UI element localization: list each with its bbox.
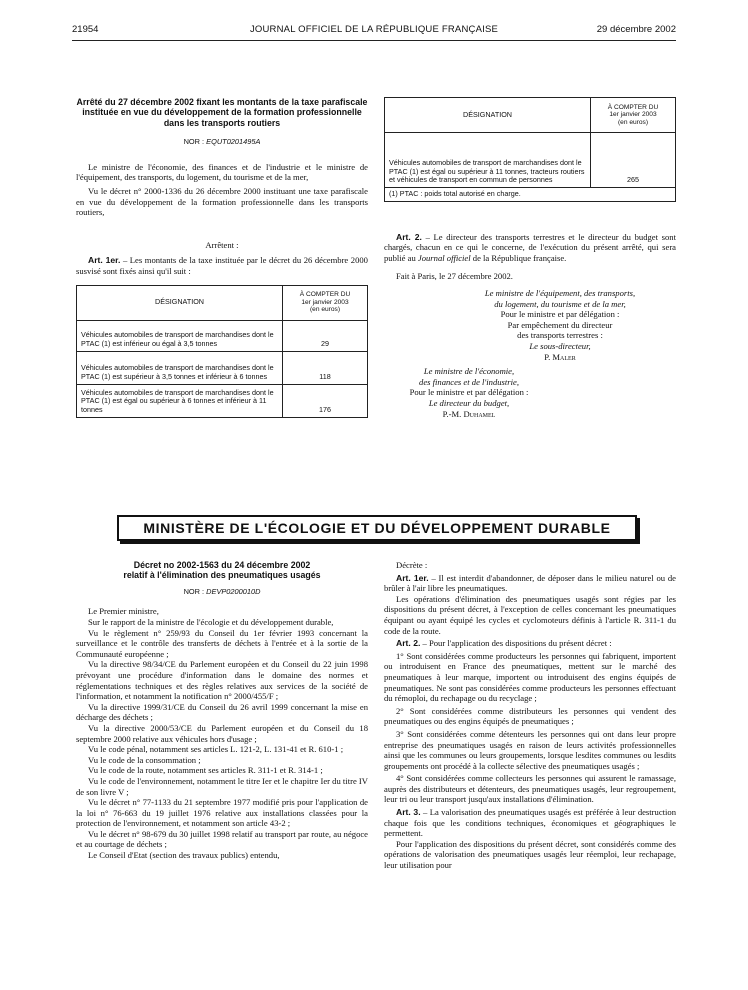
decret-article-1-p2: Les opérations d'élimination des pneumatiques usagés sont régies par les dispositions du présent décret, à l'exception de celles concernant les pneumatiques équipant ou ayant équipé les cycles et cyclomoteurs définis à l'article R. 311-1 du code de la route. xyxy=(384,593,676,636)
arrete-preamble: Le ministre de l'économie, des finances et de l'industrie et le ministre de l'équipement, des transports, du logement, du tourisme et de la mer, xyxy=(76,161,368,183)
decret-decrete: Décrète : xyxy=(396,560,428,570)
journal-title: JOURNAL OFFICIEL DE LA RÉPUBLIQUE FRANÇAISE xyxy=(249,24,499,35)
table-row: Véhicules automobiles de transport de marchandises dont le PTAC (1) est égal ou supérieur à 11 tonnes, tracteurs routiers et véhicules de transport en commun de personnes 265 xyxy=(385,133,676,188)
arrete-right-column xyxy=(384,97,676,419)
decret-visas xyxy=(76,606,368,860)
decret-visa-paragraph: Vu le code de la route, notamment ses articles R. 311-1 et R. 314-1 ; xyxy=(88,765,323,776)
decret-visa-paragraph: Vu la directive 1999/31/CE du Conseil du 26 avril 1999 concernant la mise en décharge des déchets ; xyxy=(76,701,368,723)
table2-col-designation: DÉSIGNATION xyxy=(385,98,591,133)
decret-article-2: Art. 2. – Pour l'application des dispositions du présent décret : xyxy=(396,638,612,649)
page-header xyxy=(72,24,676,38)
decret-nor: NOR : DEVP0200010D xyxy=(183,586,261,596)
decret-article-3: Art. 3. – La valorisation des pneumatiques usagés est préférée à leur destruction chaque fois que les conditions techniques, économiques et géographiques le permettent. xyxy=(384,807,676,839)
decret-article-2-item: 2° Sont considérées comme distributeurs les personnes qui vendent des pneumatiques ou des engins équipés de pneumatiques ; xyxy=(384,705,676,727)
arrete-article-2: Art. 2. – Le directeur des transports terrestres et le directeur du budget sont chargés, chacun en ce qui le concerne, de l'exécution du présent arrêté, qui sera publié au Journal officiel de la République française. xyxy=(384,231,676,263)
decret-article-3-p2: Pour l'application des dispositions du présent décret, sont considérés comme des opérations de valorisation des pneumatiques usagés leur réemploi, leur rechapage, leur utilisation pour xyxy=(384,838,676,871)
decret-left-column xyxy=(76,560,368,861)
table2-col-date: À COMPTER DU 1er janvier 2003 (en euros) xyxy=(591,98,676,133)
decret-visa-paragraph: Vu la directive 98/34/CE du Parlement européen et du Conseil du 22 juin 1998 prévoyant une procédure d'information dans le domaine des normes et réglementations techniques et des règles relatives aux services de la société de l'information, et notamment la notification n° 2000/455/F ; xyxy=(76,659,368,702)
table-row: Véhicules automobiles de transport de marchandises dont le PTAC (1) est supérieur à 3,5 tonnes et inférieur à 6 tonnes 118 xyxy=(77,351,368,384)
arrete-article-1: Art. 1er. – Les montants de la taxe instituée par le décret du 26 décembre 2000 susvisé sont fixés ainsi qu'il suit : xyxy=(76,255,368,276)
decret-visa-paragraph: Vu le code pénal, notamment ses articles L. 121-2, L. 131-41 et R. 610-1 ; xyxy=(88,744,344,755)
decret-visa-paragraph: Vu la directive 2000/53/CE du Parlement européen et du Conseil du 18 septembre 2000 relative aux véhicules hors d'usage ; xyxy=(76,722,368,744)
arrete-vu: Vu le décret n° 2000-1336 du 26 décembre 2000 instituant une taxe parafiscale en vue du développement de la formation professionnelle dans les transports routiers, xyxy=(76,186,368,218)
arrete-arretent: Arrêtent : xyxy=(205,239,239,250)
table-row: Véhicules automobiles de transport de marchandises dont le PTAC (1) est inférieur ou égal à 3,5 tonnes 29 xyxy=(77,320,368,351)
decret-article-2-item: 3° Sont considérées comme détenteurs les personnes qui ont dans leur propre entreprise des pneumatiques usagés en raison de leurs activités professionnelles ainsi que les communes ou leurs groupements, lorsque lesdites communes ou lesdits groupements ont procédé à la collecte sélective des pneumatiques usagés ; xyxy=(384,728,676,771)
decret-visa-paragraph: Vu le règlement n° 259/93 du Conseil du 1er février 1993 concernant la surveillance et le contrôle des transferts de déchets à l'entrée et à la sortie de la Communauté européenne ; xyxy=(76,627,368,659)
arrete-fait: Fait à Paris, le 27 décembre 2002. xyxy=(396,271,513,282)
header-rule xyxy=(72,40,676,41)
decret-visa-paragraph: Vu le décret n° 98-679 du 30 juillet 1998 relatif au transport par route, au négoce et au courtage de déchets ; xyxy=(76,828,368,850)
tax-table-1 xyxy=(76,285,368,418)
decret-article-2-item: 4° Sont considérées comme collecteurs les personnes qui assurent le ramassage, auprès des distributeurs et détenteurs, des pneumatiques usagés, leur regroupement, leur tri ou leur transport jusqu'aux installations d'élimination. xyxy=(384,773,676,805)
decret-visa-paragraph: Vu le code de la consommation ; xyxy=(88,754,201,765)
decret-visa-paragraph: Sur le rapport de la ministre de l'écologie et du développement durable, xyxy=(88,617,334,627)
table-row: Véhicules automobiles de transport de marchandises dont le PTAC (1) est égal ou supérieur à 6 tonnes et inférieur à 11 tonnes 176 xyxy=(77,384,368,417)
page-number: 21954 xyxy=(72,24,99,35)
decret-title-line2: relatif à l'élimination des pneumatiques usagés xyxy=(123,570,321,581)
arrete-nor-code: EQUT0201495A xyxy=(206,137,261,147)
decret-visa-paragraph: Le Conseil d'Etat (section des travaux publics) entendu, xyxy=(88,850,280,861)
decret-article-2-items xyxy=(384,651,676,805)
decret-visa-paragraph: Vu le code de l'environnement, notamment le titre Ier et le chapitre Ier du titre IV de son livre V ; xyxy=(76,775,368,797)
issue-date: 29 décembre 2002 xyxy=(596,24,676,35)
signature-equipement: Le ministre de l'équipement, des transports, du logement, du tourisme et de la mer, Pour le ministre et par délégation : Par empêchement du directeur des transports terrestres : Le sous-directeur, P. Maler xyxy=(484,287,636,362)
decret-title-line1: Décret no 2002-1563 du 24 décembre 2002 xyxy=(133,560,311,570)
arrete-nor: NOR : EQUT0201495A xyxy=(183,137,261,147)
table1-col-designation: DÉSIGNATION xyxy=(77,285,283,320)
tax-table-2 xyxy=(384,97,676,202)
arrete-title: Arrêté du 27 décembre 2002 fixant les montants de la taxe parafiscale instituée en vue du développement de la formation professionnelle dans les transports routiers xyxy=(76,97,368,128)
decret-visa-paragraph: Vu le décret n° 77-1133 du 21 septembre 1977 modifié pris pour l'application de la loi n° 76-663 du 19 juillet 1976 relative aux installations classées pour la protection de l'environnement, et notamment son article 43-2 ; xyxy=(76,797,368,829)
signature-economie: Le ministre de l'économie, des finances et de l'industrie, Pour le ministre et par délégation : Le directeur du budget, P.-M. Duhamel xyxy=(409,366,529,419)
table1-col-date: À COMPTER DU 1er janvier 2003 (en euros) xyxy=(283,285,368,320)
decret-article-1: Art. 1er. – Il est interdit d'abandonner, de déposer dans le milieu naturel ou de brûler à l'air libre les pneumatiques. xyxy=(384,572,676,594)
arrete-left-column xyxy=(76,97,368,418)
decret-visa-paragraph: Le Premier ministre, xyxy=(88,606,159,617)
table2-footnote: (1) PTAC : poids total autorisé en charge. xyxy=(385,188,676,202)
decret-right-column xyxy=(384,560,676,871)
ministry-banner: MINISTÈRE DE L'ÉCOLOGIE ET DU DÉVELOPPEMENT DURABLE xyxy=(117,515,637,541)
decret-article-2-item: 1° Sont considérées comme producteurs les personnes qui fabriquent, importent ou introduisent en France des pneumatiques, mettent sur le marché des pneumatiques à leur marque, importent ou introduisent des engins équipés de pneumatiques. Ne sont pas considérées comme producteurs les personnes effectuant du rémoploi, du rechapage ou du recyclage ; xyxy=(384,650,676,704)
